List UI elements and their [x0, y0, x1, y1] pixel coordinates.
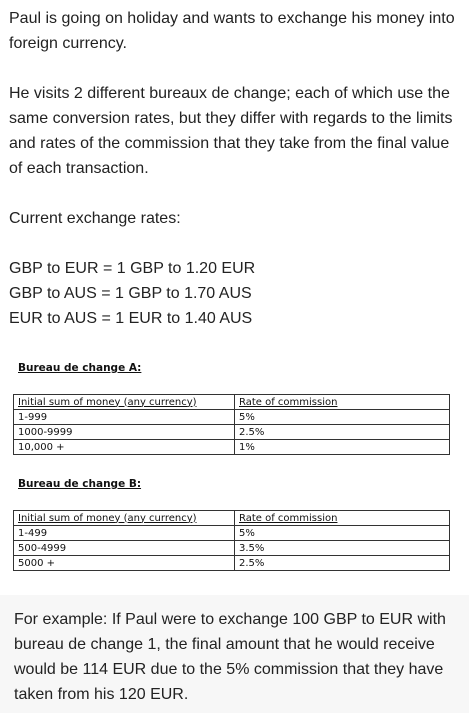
commission-cell: 2.5%	[235, 425, 450, 440]
commission-cell: 1%	[235, 440, 450, 455]
sum-range-cell: 500-4999	[14, 541, 235, 556]
commission-cell: 5%	[235, 526, 450, 541]
commission-cell: 3.5%	[235, 541, 450, 556]
rate-eur-aus: EUR to AUS = 1 EUR to 1.40 AUS	[9, 310, 253, 327]
exchange-rates-heading: Current exchange rates:	[9, 210, 181, 227]
sum-range-cell: 1-499	[14, 526, 235, 541]
example-block	[0, 595, 469, 713]
table-row	[14, 410, 450, 425]
table-row	[14, 541, 450, 556]
table-row	[14, 556, 450, 571]
sum-range-cell: 1000-9999	[14, 425, 235, 440]
sum-range-cell: 10,000 +	[14, 440, 235, 455]
bureau-b-title: Bureau de change B:	[18, 478, 142, 490]
example-paragraph: For example: If Paul were to exchange 100 GBP to EUR with bureau de change 1, the final amount that he would receive would be 114 EUR due to the 5% commission that they have taken from his 120 EUR.	[14, 611, 446, 703]
table-row	[14, 526, 450, 541]
sum-range-cell: 5000 +	[14, 556, 235, 571]
rate-gbp-aus: GBP to AUS = 1 GBP to 1.70 AUS	[9, 285, 252, 302]
intro-paragraph: Paul is going on holiday and wants to exchange his money into foreign currency.	[9, 10, 455, 52]
rate-gbp-eur: GBP to EUR = 1 GBP to 1.20 EUR	[9, 260, 256, 277]
table-row	[14, 425, 450, 440]
commission-cell: 2.5%	[235, 556, 450, 571]
header-commission-rate: Rate of commission	[235, 511, 450, 526]
header-initial-sum: Initial sum of money (any currency)	[14, 511, 235, 526]
bureau-a-title: Bureau de change A:	[18, 362, 142, 374]
table-header-row	[14, 511, 450, 526]
exchange-rates-list	[9, 256, 459, 331]
commission-cell: 5%	[235, 410, 450, 425]
bureau-a-table	[13, 394, 450, 455]
bureaux-paragraph: He visits 2 different bureaux de change; each of which use the same conversion rates, but they differ with regards to the limits and rates of the commission that they take from the final value of each transaction.	[9, 85, 453, 177]
table-header-row	[14, 395, 450, 410]
header-commission-rate: Rate of commission	[235, 395, 450, 410]
header-initial-sum: Initial sum of money (any currency)	[14, 395, 235, 410]
table-row	[14, 440, 450, 455]
sum-range-cell: 1-999	[14, 410, 235, 425]
bureau-b-table	[13, 510, 450, 571]
